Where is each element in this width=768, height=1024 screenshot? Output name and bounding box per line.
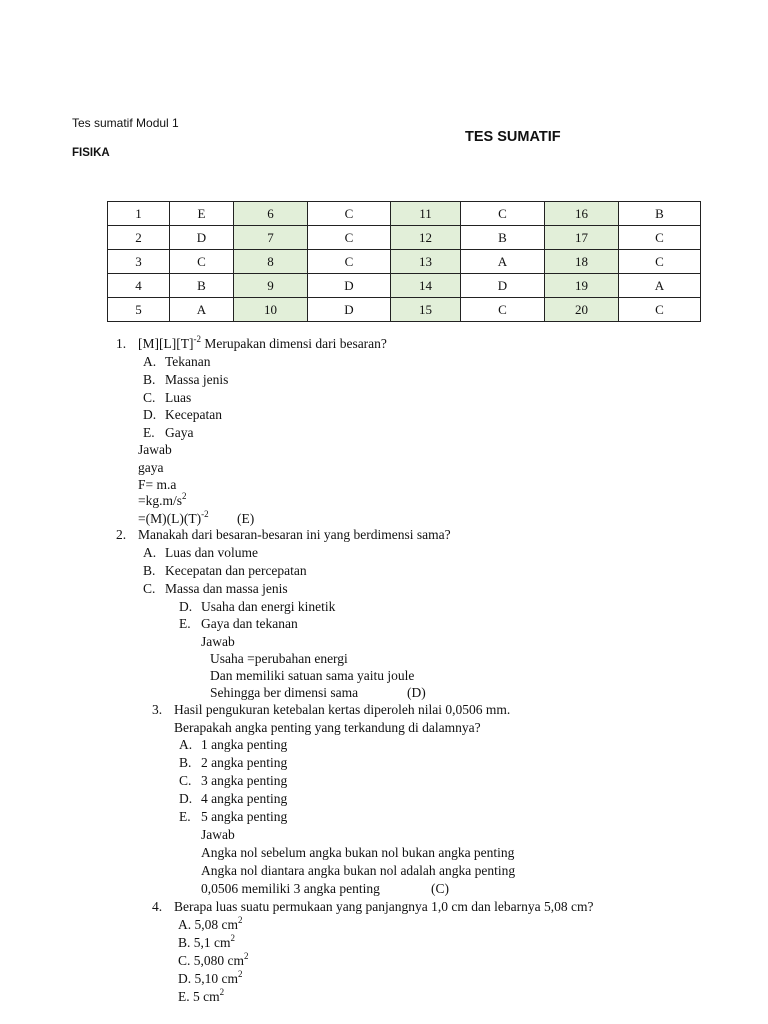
q2-answer-line: Sehingga ber dimensi sama [210,685,359,700]
q3-option-d: 4 angka penting [201,791,288,806]
question-number-cell: 7 [234,226,308,250]
answer-letter-cell: D [170,226,234,250]
q3-option-e: 5 angka penting [201,809,288,824]
q1-option-key: D. [143,407,157,422]
q1-text: $[M][L][T]^{-2}$ Merupakan dimensi dari besaran? [138,334,387,351]
answer-letter-cell: C [619,226,701,250]
q3-option-key: B. [179,755,192,770]
page-title: TES SUMATIF [465,129,561,145]
q4-option-c: C. 5,080 $cm^2$ [178,951,249,968]
answer-letter-cell: E [170,202,234,226]
q1-option-d: Kecepatan [165,407,222,422]
q3-option-key: D. [179,791,193,806]
q2-option-key: B. [143,563,156,578]
q4-option-a: A. 5,08 $cm^2$ [178,915,243,932]
answer-letter-cell: C [619,250,701,274]
table-row [108,226,701,250]
q3-answer-line: Angka nol diantara angka bukan nol adalah angka penting [201,863,516,878]
q1-answer-line: gaya [138,460,164,475]
answer-letter-cell: C [308,202,391,226]
table-row [108,274,701,298]
q3-text: Hasil pengukuran ketebalan kertas diperoleh nilai 0,0506 mm. [174,702,511,717]
question-number-cell: 11 [391,202,461,226]
table-row [108,298,701,322]
question-number-cell: 6 [234,202,308,226]
question-number-cell: 13 [391,250,461,274]
q1-option-e: Gaya [165,425,194,440]
question-number-cell: 1 [108,202,170,226]
q1-option-key: B. [143,372,156,387]
q3-option-c: 3 angka penting [201,773,288,788]
q1-answer-heading: Jawab [138,442,172,457]
question-number-cell: 15 [391,298,461,322]
q3-option-b: 2 angka penting [201,755,288,770]
q3-answer-line: Angka nol sebelum angka bukan nol bukan angka penting [201,845,515,860]
table-row [108,250,701,274]
q2-answer-line: Usaha =perubahan energi [210,651,348,666]
q4-number: 4. [152,899,163,914]
q1-option-key: C. [143,390,156,405]
q1-answer-choice: (E) [237,511,255,526]
answer-letter-cell: C [308,226,391,250]
answer-letter-cell: A [461,250,545,274]
question-number-cell: 16 [545,202,619,226]
question-number-cell: 12 [391,226,461,250]
q2-answer-choice: (D) [407,685,426,700]
question-number-cell: 4 [108,274,170,298]
question-number-cell: 18 [545,250,619,274]
q2-option-key: E. [179,616,191,631]
q2-text: Manakah dari besaran-besaran ini yang berdimensi sama? [138,527,451,542]
answer-letter-cell: A [619,274,701,298]
q1-answer-line: $=kg.m/s^2$ [138,491,187,508]
question-number-cell: 10 [234,298,308,322]
q2-option-c: Massa dan massa jenis [165,581,288,596]
answer-letter-cell: B [619,202,701,226]
question-number-cell: 17 [545,226,619,250]
q3-text: Berapakah angka penting yang terkandung di dalamnya? [174,720,481,735]
q3-answer-choice: (C) [431,881,449,896]
q2-option-key: C. [143,581,156,596]
q1-option-c: Luas [165,390,192,405]
answer-letter-cell: C [461,202,545,226]
q4-text: Berapa luas suatu permukaan yang panjangnya 1,0 cm dan lebarnya 5,08 cm? [174,899,594,914]
q2-answer-heading: Jawab [201,634,235,649]
q3-option-key: E. [179,809,191,824]
q2-option-e: Gaya dan tekanan [201,616,298,631]
q1-option-key: E. [143,425,155,440]
q2-option-a: Luas dan volume [165,545,258,560]
question-number-cell: 19 [545,274,619,298]
q4-option-e: E. 5 $cm^2$ [178,987,225,1004]
q2-option-key: A. [143,545,157,560]
q1-answer-line: $=(M)(L)(T)^{-2}$ [138,509,209,526]
answer-letter-cell: C [308,250,391,274]
answer-letter-cell: B [170,274,234,298]
question-number-cell: 3 [108,250,170,274]
question-number-cell: 14 [391,274,461,298]
answer-letter-cell: C [619,298,701,322]
q3-option-key: C. [179,773,192,788]
q2-number: 2. [116,527,127,542]
q4-option-d: D. 5,10 $cm^2$ [178,969,243,986]
q2-answer-line: Dan memiliki satuan sama yaitu joule [210,668,415,683]
answer-key-table [107,201,701,322]
answer-letter-cell: D [308,298,391,322]
q3-option-a: 1 angka penting [201,737,288,752]
question-number-cell: 2 [108,226,170,250]
q2-option-d: Usaha dan energi kinetik [201,599,336,614]
answer-letter-cell: C [461,298,545,322]
question-number-cell: 20 [545,298,619,322]
q2-option-b: Kecepatan dan percepatan [165,563,307,578]
q3-option-key: A. [179,737,193,752]
q4-option-b: B. 5,1 $cm^2$ [178,933,235,950]
table-row [108,202,701,226]
q1-option-b: Massa jenis [165,372,229,387]
q3-answer-line: 0,0506 memiliki 3 angka penting [201,881,380,896]
q2-option-key: D. [179,599,193,614]
question-number-cell: 5 [108,298,170,322]
subject-label: FISIKA [72,147,110,159]
answer-letter-cell: D [461,274,545,298]
q1-option-key: A. [143,354,157,369]
module-label: Tes sumatif Modul 1 [72,116,179,130]
q3-number: 3. [152,702,163,717]
q1-answer-line: F= m.a [138,477,177,492]
question-number-cell: 8 [234,250,308,274]
answer-letter-cell: B [461,226,545,250]
answer-letter-cell: C [170,250,234,274]
answer-letter-cell: D [308,274,391,298]
q3-answer-heading: Jawab [201,827,235,842]
q1-number: 1. [116,336,127,351]
q1-option-a: Tekanan [165,354,211,369]
question-number-cell: 9 [234,274,308,298]
answer-letter-cell: A [170,298,234,322]
